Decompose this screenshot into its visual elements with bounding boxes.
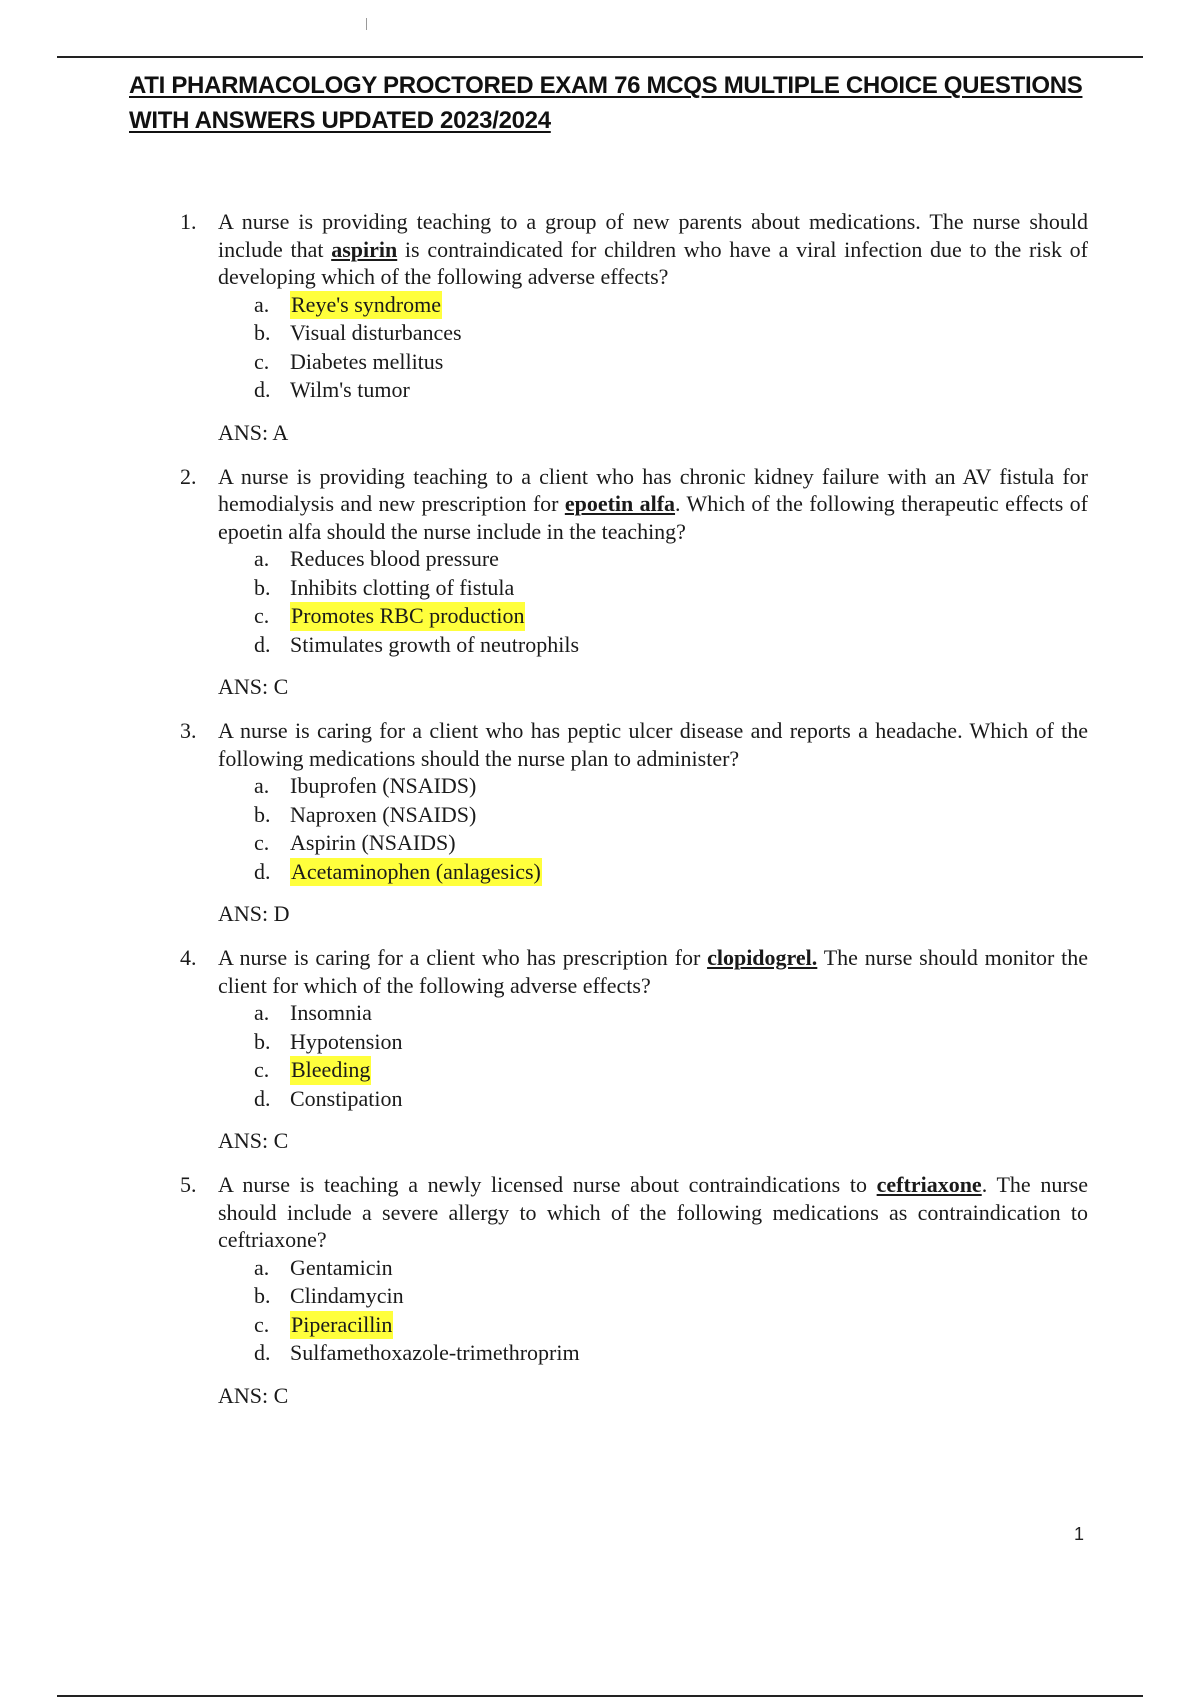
- option-a: [254, 1254, 1088, 1283]
- option-text: Visual disturbances: [290, 320, 462, 345]
- option-letter: d.: [254, 1085, 271, 1111]
- option-d: [254, 631, 1088, 660]
- question-number: 2.: [180, 463, 197, 489]
- option-text: Sulfamethoxazole-trimethroprim: [290, 1340, 580, 1365]
- answer-key: ANS: C: [218, 1382, 289, 1408]
- page-number: 1: [1074, 1524, 1085, 1544]
- option-d: [254, 1085, 1088, 1114]
- option-letter: b.: [254, 1283, 271, 1308]
- question-drug-keyword: ceftriaxone: [876, 1172, 982, 1197]
- option-text: Reduces blood pressure: [290, 546, 499, 571]
- option-a: [254, 772, 1088, 801]
- option-letter: c.: [254, 830, 270, 855]
- question-2: [180, 463, 1088, 702]
- question-number: 3.: [180, 718, 197, 743]
- question-text-end: The nurse should monitor the client for which of the following adverse effects?: [218, 945, 1089, 998]
- option-text: Aspirin (NSAIDS): [290, 830, 456, 855]
- option-letter: c.: [254, 1057, 270, 1082]
- option-b: [254, 1028, 1088, 1057]
- option-text: Hypotension: [290, 1028, 403, 1054]
- answer-options: [218, 999, 1088, 1113]
- question-drug-keyword: clopidogrel.: [707, 945, 818, 970]
- footer-rule: [57, 1695, 1143, 1697]
- title-line-1: ATI PHARMACOLOGY PROCTORED EXAM 76 MCQS MULTIPLE CHOICE QUESTIONS: [129, 72, 1083, 99]
- header-rule: [57, 56, 1143, 58]
- option-letter: d.: [254, 631, 271, 657]
- question-text-end: is contraindicated for children who have a viral infection due to the risk of developing which of the following adverse effects?: [218, 236, 1089, 289]
- question-text-end: . The nurse should include a severe allergy to which of the following medications as contraindication to ceftriaxone?: [218, 1172, 1088, 1252]
- option-letter: d.: [254, 377, 271, 402]
- option-letter: c.: [254, 1311, 270, 1337]
- title-line-2: WITH ANSWERS UPDATED 2023/2024: [129, 107, 551, 134]
- question-text: [218, 717, 1088, 772]
- question-text: [218, 944, 1088, 999]
- option-text: Inhibits clotting of fistula: [290, 574, 515, 600]
- option-letter: a.: [254, 291, 270, 317]
- question-text-start: A nurse is caring for a client who has peptic ulcer disease and reports a headache. Which of the following medications should the nurse plan to administer?: [218, 718, 1088, 771]
- option-b: [254, 801, 1088, 830]
- option-b: [254, 1282, 1088, 1311]
- option-letter: b.: [254, 1028, 271, 1054]
- option-letter: a.: [254, 546, 270, 571]
- option-a: [254, 999, 1088, 1028]
- option-letter: c.: [254, 348, 270, 374]
- answer-options: [218, 772, 1088, 886]
- option-letter: b.: [254, 574, 271, 600]
- option-text: Clindamycin: [290, 1283, 404, 1308]
- option-text: Naproxen (NSAIDS): [290, 801, 477, 827]
- option-text-highlighted: Bleeding: [290, 1056, 371, 1085]
- question-text: [218, 463, 1088, 546]
- document-title: [129, 68, 1089, 138]
- option-a: [254, 291, 1088, 320]
- option-text: Ibuprofen (NSAIDS): [290, 773, 477, 798]
- answer-key: ANS: A: [218, 419, 289, 445]
- question-text: [218, 208, 1088, 291]
- option-letter: a.: [254, 773, 270, 798]
- question-text-start: A nurse is providing teaching to a client who has chronic kidney failure with an AV fistula for hemodialysis and new prescription for: [218, 463, 1088, 516]
- option-text: Gentamicin: [290, 1254, 393, 1280]
- answer-options: [218, 291, 1088, 405]
- option-c: [254, 348, 1088, 377]
- answer-options: [218, 1254, 1088, 1368]
- option-letter: a.: [254, 1254, 270, 1280]
- question-number: 4.: [180, 945, 197, 970]
- question-list: [180, 208, 1088, 1426]
- option-d: [254, 858, 1088, 887]
- option-text: Insomnia: [290, 1000, 372, 1025]
- question-4: [180, 944, 1088, 1155]
- option-letter: a.: [254, 1000, 270, 1025]
- option-c: [254, 1311, 1088, 1340]
- option-a: [254, 545, 1088, 574]
- question-5: [180, 1171, 1088, 1410]
- option-text: Diabetes mellitus: [290, 348, 444, 374]
- option-text: Wilm's tumor: [290, 377, 410, 402]
- option-c: [254, 829, 1088, 858]
- question-text: [218, 1171, 1088, 1254]
- option-c: [254, 1056, 1088, 1085]
- page-top-tick-mark: [366, 18, 367, 30]
- question-drug-keyword: epoetin alfa: [564, 491, 676, 516]
- option-letter: b.: [254, 320, 271, 345]
- question-number: 5.: [180, 1172, 197, 1197]
- question-text-start: A nurse is teaching a newly licensed nurse about contraindications to: [218, 1172, 877, 1197]
- question-text-start: A nurse is caring for a client who has prescription for: [218, 945, 708, 970]
- answer-key: ANS: C: [218, 1128, 289, 1153]
- answer-key: ANS: C: [218, 674, 289, 699]
- option-c: [254, 602, 1088, 631]
- option-letter: c.: [254, 603, 270, 628]
- question-text-start: A nurse is providing teaching to a group of new parents about medications. The nurse should include that: [218, 209, 1088, 262]
- option-b: [254, 319, 1088, 348]
- question-drug-keyword: aspirin: [331, 236, 398, 262]
- option-letter: d.: [254, 1340, 271, 1365]
- option-b: [254, 574, 1088, 603]
- option-d: [254, 1339, 1088, 1368]
- option-text-highlighted: Acetaminophen (anlagesics): [290, 858, 542, 887]
- option-text: Stimulates growth of neutrophils: [290, 631, 580, 657]
- option-text: Constipation: [290, 1085, 403, 1111]
- question-text-end: . Which of the following therapeutic effects of epoetin alfa should the nurse include in the teaching?: [218, 491, 1088, 544]
- option-d: [254, 376, 1088, 405]
- option-text-highlighted: Reye's syndrome: [290, 291, 442, 320]
- answer-options: [218, 545, 1088, 659]
- answer-key: ANS: D: [218, 901, 290, 926]
- option-letter: b.: [254, 801, 271, 827]
- question-number: 1.: [180, 209, 197, 234]
- option-text-highlighted: Piperacillin: [290, 1311, 393, 1340]
- question-3: [180, 717, 1088, 928]
- option-text-highlighted: Promotes RBC production: [290, 602, 525, 631]
- option-letter: d.: [254, 858, 271, 884]
- question-1: [180, 208, 1088, 447]
